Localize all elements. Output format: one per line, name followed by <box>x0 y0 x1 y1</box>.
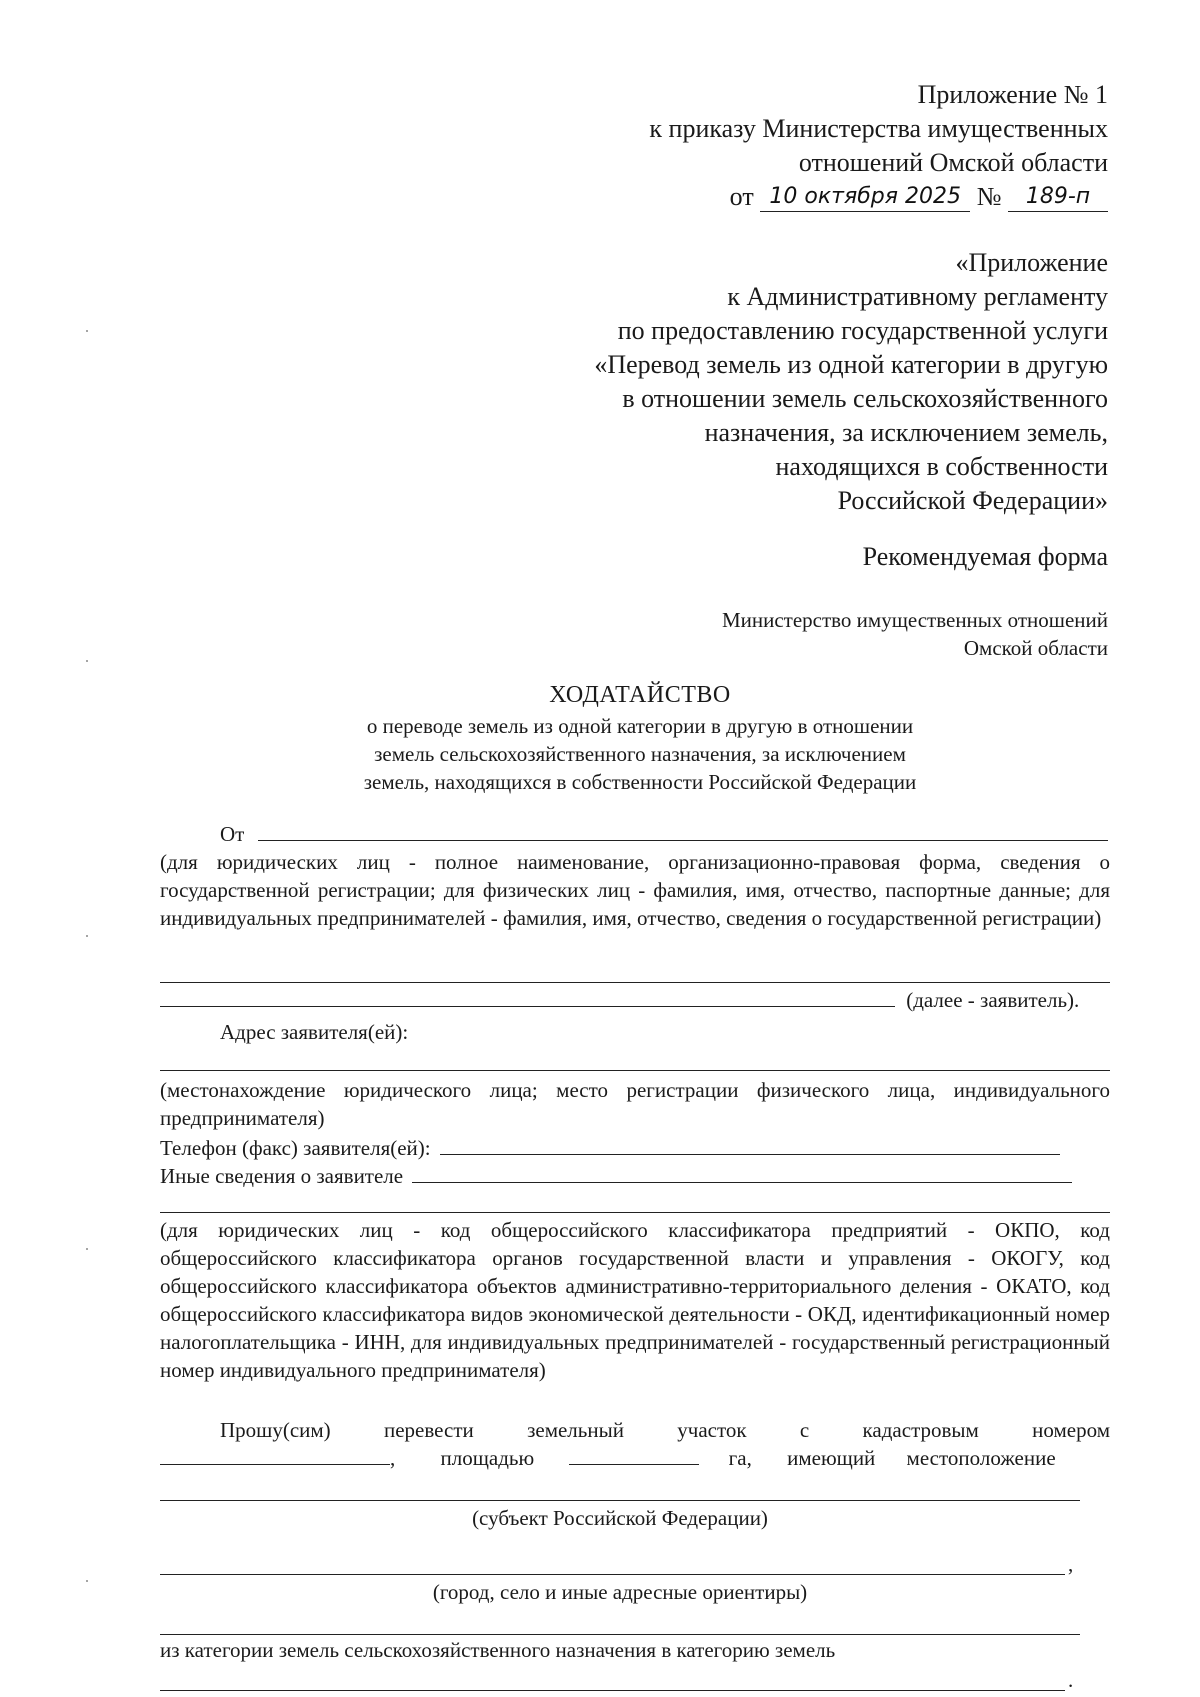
codes-hint: (для юридических лиц - код общероссийского классификатора предприятий - ОКПО, код общероссийского классификатора органов государственной власти и управления - ОКОГУ, код общероссийского классификатора объектов административно-территориального деления - ОКАТО, код общероссийского классификатора видов экономической деятельности - ОКД, идентификационный номер налогоплательщика - ИНН, для индивидуальных предпринимателей - государственный регистрационный номер индивидуального предпринимателя) <box>160 1218 1110 1382</box>
address-hint: (местонахождение юридического лица; место регистрации физического лица, индивидуального предпринимателя) <box>160 1078 1110 1130</box>
location-label: имеющий местоположение <box>787 1446 1056 1470</box>
order-date-number <box>649 180 1108 214</box>
cadastral-area-row: , площадью га, имеющий местоположение <box>160 1444 1110 1472</box>
address-label-row <box>160 1018 1110 1046</box>
phone-field[interactable] <box>440 1134 1060 1155</box>
order-header <box>649 78 1108 214</box>
appendix-line: по предоставлению государственной услуги <box>617 316 1108 345</box>
separator-line <box>160 1634 1080 1635</box>
address-label: Адрес заявителя(ей): <box>220 1020 409 1044</box>
city-comma: , <box>1068 1552 1074 1576</box>
appendix-line: «Приложение <box>955 248 1108 277</box>
from-field-label: От <box>220 822 245 846</box>
request-line: Прошу(сим) перевести земельный участок с кадастровым номером <box>220 1418 1110 1442</box>
number-label: № <box>976 182 1002 211</box>
handwritten-date: 10 октября 2025 <box>760 183 970 212</box>
scan-speck <box>86 1580 88 1582</box>
appendix-line: находящихся в собственности <box>775 452 1108 481</box>
category-period: . <box>1068 1668 1074 1692</box>
subject-hint: (субъект Российской Федерации) <box>472 1506 768 1530</box>
addressee <box>722 606 1108 662</box>
handwritten-number: 189-п <box>1008 183 1108 212</box>
category-field[interactable] <box>160 1690 1065 1691</box>
category-line: из категории земель сельскохозяйственного назначения в категорию земель <box>160 1638 836 1662</box>
subtitle-line: земель сельскохозяйственного назначения, за исключением <box>374 742 906 766</box>
scan-speck <box>86 660 88 662</box>
addressee-line: Министерство имущественных отношений <box>721 608 1108 632</box>
scan-speck <box>86 935 88 937</box>
hectare-label: га, <box>728 1446 752 1470</box>
from-field-row <box>160 820 1110 848</box>
area-label: площадью <box>440 1446 535 1470</box>
subtitle-line: земель, находящихся в собственности Российской Федерации <box>363 770 917 794</box>
cadastral-number-field[interactable] <box>160 1444 390 1465</box>
city-field[interactable] <box>160 1574 1065 1575</box>
other-info-row <box>160 1162 1110 1190</box>
addressee-line: Омской области <box>963 636 1108 660</box>
applicant-hint: (для юридических лиц - полное наименование, организационно-правовая форма, сведения о государственной регистрации; для физических лиц - фамилия, имя, отчество, паспортные данные; для индивидуальных предпринимателей - фамилия, имя, отчество, сведения о государственной регистрации) <box>160 850 1110 930</box>
area-field[interactable] <box>569 1444 699 1465</box>
address-field[interactable] <box>160 1070 1110 1071</box>
subject-field[interactable] <box>160 1500 1080 1501</box>
applicant-line-2-row <box>160 986 1110 1014</box>
appendix-number: Приложение № 1 <box>917 80 1108 109</box>
from-label: от <box>729 182 754 211</box>
appendix-line: «Перевод земель из одной категории в другую <box>594 350 1108 379</box>
document-title: ХОДАТАЙСТВО <box>549 682 731 708</box>
appendix-line: к Административному регламенту <box>727 282 1108 311</box>
scan-speck <box>86 1248 88 1250</box>
other-info-line-2[interactable] <box>160 1212 1110 1213</box>
document-subtitle <box>0 712 1200 796</box>
other-info-field[interactable] <box>412 1162 1072 1183</box>
regulation-appendix <box>594 246 1108 518</box>
applicant-name-field[interactable] <box>258 820 1108 841</box>
order-line: к приказу Министерства имущественных <box>649 114 1108 143</box>
phone-row <box>160 1134 1110 1162</box>
subtitle-line: о переводе земель из одной категории в другую в отношении <box>366 714 914 738</box>
applicant-line-2[interactable] <box>160 986 895 1007</box>
scan-speck <box>86 330 88 332</box>
applicant-line-1[interactable] <box>160 982 1110 983</box>
applicant-suffix: (далее - заявитель). <box>906 988 1080 1012</box>
city-hint: (город, село и иные адресные ориентиры) <box>432 1580 808 1604</box>
appendix-line: Российской Федерации» <box>837 486 1108 515</box>
appendix-line: назначения, за исключением земель, <box>704 418 1108 447</box>
recommended-form-label: Рекомендуемая форма <box>862 542 1108 571</box>
appendix-line: в отношении земель сельскохозяйственного <box>622 384 1108 413</box>
other-info-label: Иные сведения о заявителе <box>160 1164 404 1188</box>
phone-label: Телефон (факс) заявителя(ей): <box>160 1136 431 1160</box>
ministry-line: отношений Омской области <box>798 148 1108 177</box>
